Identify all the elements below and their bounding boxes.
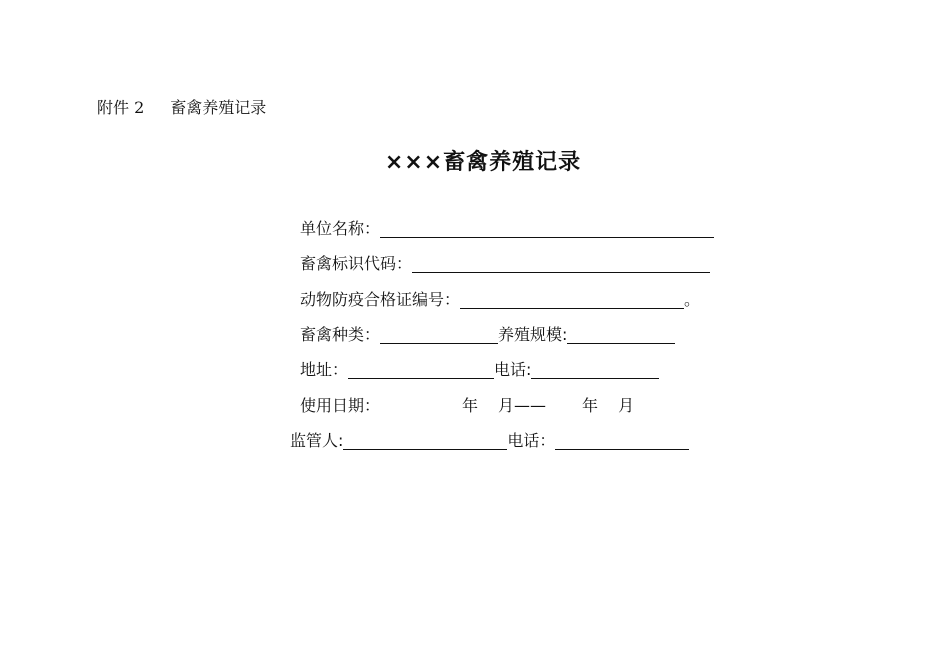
species-field[interactable] — [380, 325, 498, 344]
supervisor-row — [290, 431, 689, 451]
cert-field[interactable] — [460, 290, 684, 309]
attachment-number: 附件 2 — [97, 98, 145, 117]
end-year-label: 年 — [582, 396, 599, 415]
scale-label: 养殖规模: — [498, 325, 568, 344]
unit-name-field[interactable] — [380, 219, 714, 238]
phone-label: 电话: — [494, 360, 532, 379]
attachment-heading — [97, 95, 266, 118]
end-month-label: 月 — [618, 396, 635, 415]
address-field[interactable] — [348, 360, 494, 379]
code-row — [300, 254, 710, 274]
cert-label: 动物防疫合格证编号： — [300, 290, 461, 309]
unit-name-row — [300, 219, 714, 239]
supervisor-field[interactable] — [343, 431, 507, 450]
address-label: 地址： — [300, 360, 349, 379]
unit-name-label: 单位名称： — [300, 219, 381, 238]
date-row — [300, 396, 634, 416]
start-month-label: 月—— — [498, 396, 547, 415]
species-label: 畜禽种类： — [300, 325, 381, 344]
cert-row — [300, 290, 700, 310]
address-row — [300, 360, 659, 380]
phone-field[interactable] — [531, 360, 659, 379]
attachment-title: 畜禽养殖记录 — [170, 98, 267, 117]
cert-suffix: 。 — [684, 290, 701, 309]
supervisor-label: 监管人: — [290, 431, 344, 450]
supervisor-phone-label: 电话： — [507, 431, 556, 450]
species-row — [300, 325, 675, 345]
supervisor-phone-field[interactable] — [555, 431, 689, 450]
code-field[interactable] — [412, 254, 710, 273]
scale-field[interactable] — [567, 325, 675, 344]
code-label: 畜禽标识代码： — [300, 254, 413, 273]
date-label: 使用日期： — [300, 396, 381, 415]
start-year-label: 年 — [462, 396, 479, 415]
page-title: ×××畜禽养殖记录 — [384, 150, 582, 175]
